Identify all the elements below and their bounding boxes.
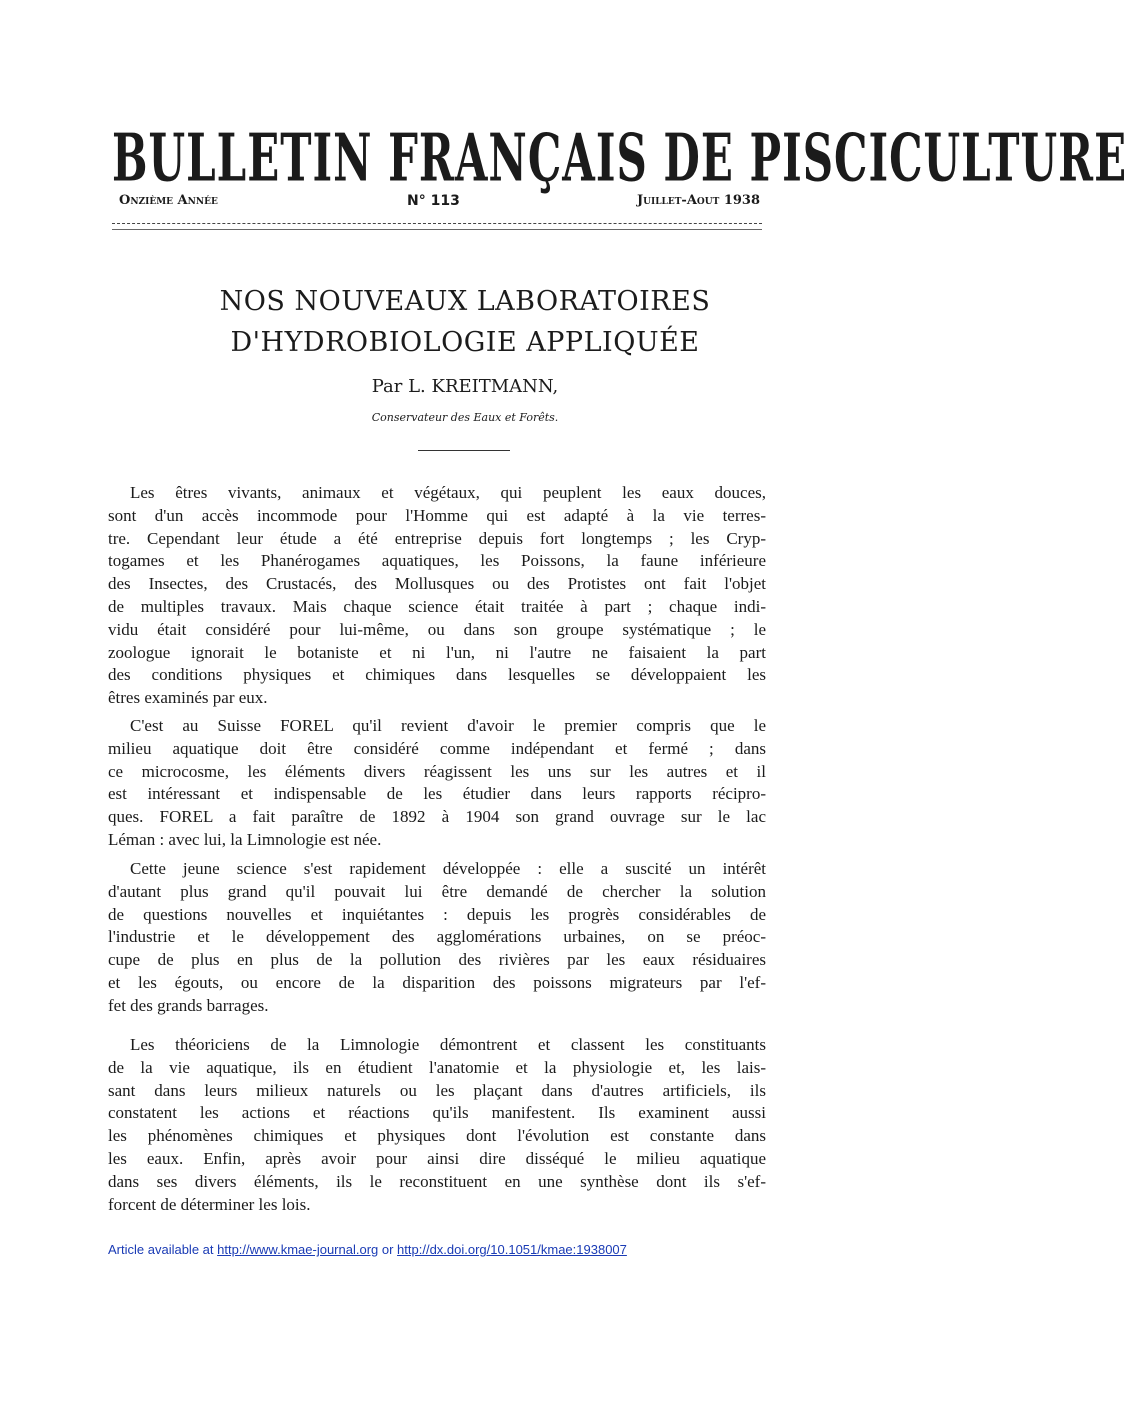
text-line: ques. FOREL a fait paraître de 1892 à 1904 son grand ouvrage sur le lac	[108, 807, 766, 827]
text-line: dans ses divers éléments, ils le reconstituent en une synthèse dont ils s'ef-	[108, 1171, 766, 1191]
text-line: et les égouts, ou encore de la disparition des poissons migrateurs par l'ef-	[108, 972, 766, 992]
text-line: des conditions physiques et chimiques dans lesquelles se développaient les	[108, 665, 766, 685]
text-line: constatent les actions et réactions qu'ils manifestent. Ils examinent aussi	[108, 1103, 766, 1123]
text-line: vidu était considéré pour lui-même, ou dans son groupe systématique ; le	[108, 619, 766, 639]
text-line: cupe de plus en plus de la pollution des rivières par les eaux résiduaires	[108, 950, 766, 970]
paragraph-2	[108, 715, 766, 852]
text-line: d'autant plus grand qu'il pouvait lui être demandé de chercher la solution	[108, 881, 766, 901]
text-line: Les théoriciens de la Limnologie démontrent et classent les constituants	[130, 1035, 766, 1054]
issue-year: Onzième Année	[119, 193, 218, 208]
text-line: Les êtres vivants, animaux et végétaux, qui peuplent les eaux douces,	[130, 483, 766, 502]
text-line: Cette jeune science s'est rapidement développée : elle a suscité un intérêt	[130, 859, 766, 878]
text-line: de multiples travaux. Mais chaque science était traitée à part ; chaque indi-	[108, 596, 766, 616]
footer-prefix: Article available at	[108, 1242, 218, 1257]
availability-footer	[108, 1242, 627, 1257]
article-byline: Par L. KREITMANN,	[371, 376, 559, 397]
footer-middle: or	[378, 1242, 398, 1257]
text-line: des Insectes, des Crustacés, des Mollusques ou des Protistes ont fait l'objet	[108, 574, 766, 594]
text-line: sont d'un accès incommode pour l'Homme qui est adapté à la vie terres-	[108, 505, 766, 525]
article-title-line-2: D'HYDROBIOLOGIE APPLIQUÉE	[230, 327, 700, 358]
masthead-divider-double	[112, 229, 762, 230]
doi-link[interactable]: http://dx.doi.org/10.1051/kmae:1938007	[397, 1242, 627, 1257]
text-line: êtres examinés par eux.	[108, 688, 268, 708]
text-line: sant dans leurs milieux naturels ou les plaçant dans d'autres artificiels, ils	[108, 1080, 766, 1100]
text-line: zoologue ignorait le botaniste et ni l'un, ni l'autre ne faisaient la part	[108, 642, 766, 662]
issue-date: Juillet-Aout 1938	[637, 193, 760, 208]
text-line: forcent de déterminer les lois.	[108, 1194, 311, 1214]
author-affiliation: Conservateur des Eaux et Forêts.	[371, 411, 559, 424]
text-line: togames et les Phanérogames aquatiques, les Poissons, la faune inférieure	[108, 551, 766, 571]
paragraph-4	[108, 1034, 766, 1216]
text-line: milieu aquatique doit être considéré comme indépendant et fermé ; dans	[108, 738, 766, 758]
text-line: ce microcosme, les éléments divers réagissent les uns sur les autres et il	[108, 761, 766, 781]
issue-number: N° 113	[407, 193, 460, 209]
text-line: est intéressant et indispensable de les étudier dans leurs rapports récipro-	[108, 784, 766, 804]
masthead-divider	[112, 223, 762, 224]
journal-masthead: BULLETIN FRANÇAIS DE PISCICULTURE	[112, 119, 1127, 196]
paragraph-3	[108, 858, 766, 1018]
text-line: Léman : avec lui, la Limnologie est née.	[108, 829, 382, 849]
text-line: l'industrie et le développement des agglomérations urbaines, on se préoc-	[108, 927, 766, 947]
text-line: tre. Cependant leur étude a été entreprise depuis fort longtemps ; les Cryp-	[108, 528, 766, 548]
text-line: de la vie aquatique, ils en étudient l'anatomie et la physiologie et, les lais-	[108, 1057, 766, 1077]
text-line: fet des grands barrages.	[108, 995, 269, 1015]
text-line: de questions nouvelles et inquiétantes : depuis les progrès considérables de	[108, 904, 766, 924]
text-line: les eaux. Enfin, après avoir pour ainsi dire disséqué le milieu aquatique	[108, 1148, 766, 1168]
journal-link[interactable]: http://www.kmae-journal.org	[217, 1242, 379, 1257]
title-divider	[418, 450, 510, 451]
text-line: les phénomènes chimiques et physiques dont l'évolution est constante dans	[108, 1126, 766, 1146]
article-title-line-1: NOS NOUVEAUX LABORATOIRES	[219, 286, 711, 317]
text-line: C'est au Suisse FOREL qu'il revient d'avoir le premier compris que le	[130, 716, 766, 735]
paragraph-1	[108, 482, 766, 710]
issue-info-line	[115, 193, 762, 215]
